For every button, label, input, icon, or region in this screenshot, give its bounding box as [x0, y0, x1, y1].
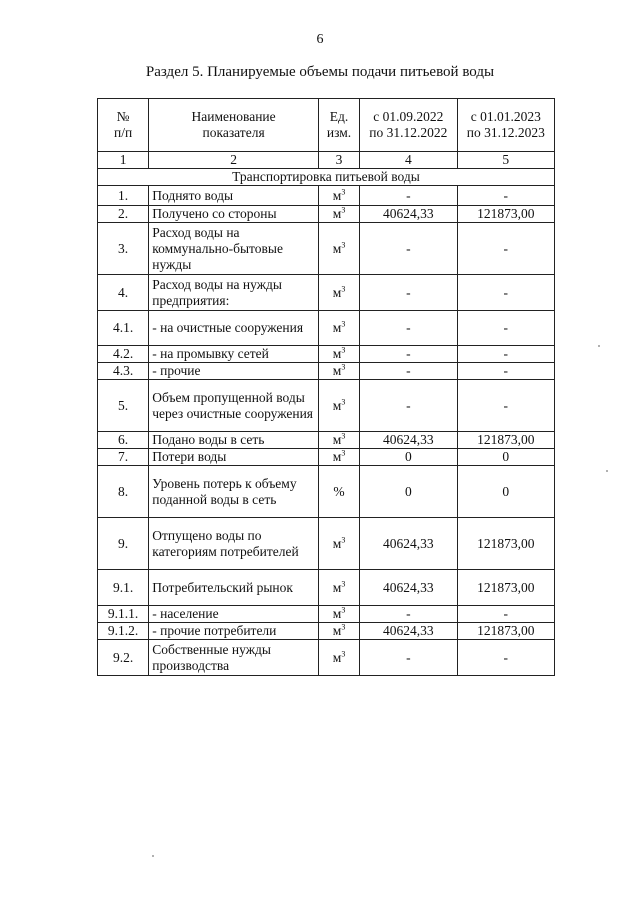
unit-exponent: 3	[341, 187, 346, 196]
row-unit	[318, 623, 359, 640]
row-indicator-name: Собственные нужды производства	[149, 640, 319, 676]
row-number: 4.	[98, 275, 149, 311]
row-indicator-name: - прочие потребители	[149, 623, 319, 640]
unit-exponent: 3	[341, 448, 346, 458]
table-body	[98, 152, 555, 676]
row-value-period-1: 40624,33	[360, 570, 457, 606]
row-number: 2.	[98, 206, 149, 223]
row-number: 3.	[98, 223, 149, 275]
row-value-period-2: -	[457, 380, 554, 432]
row-value-period-2: -	[457, 311, 554, 346]
row-unit	[318, 363, 359, 380]
table-row	[98, 346, 555, 363]
row-number: 9.1.	[98, 570, 149, 606]
table-row	[98, 186, 555, 206]
section-row	[98, 169, 555, 186]
row-value-period-1: 40624,33	[360, 432, 457, 449]
row-indicator-name: - прочие	[149, 363, 319, 380]
scan-speck	[598, 345, 600, 347]
row-indicator-name: - на очистные сооружения	[149, 311, 319, 346]
header-period-1-line1: с 01.09.2022	[373, 109, 444, 124]
unit-base: м	[332, 649, 342, 665]
row-value-period-2: 0	[457, 449, 554, 466]
row-value-period-2: -	[457, 223, 554, 275]
row-unit	[318, 206, 359, 223]
unit-base: м	[332, 449, 342, 464]
header-unit	[318, 99, 359, 152]
row-value-period-2: -	[457, 640, 554, 676]
column-number: 2	[149, 152, 319, 169]
unit-base: м	[332, 363, 342, 378]
row-value-period-2: 121873,00	[457, 518, 554, 570]
row-value-period-2: 0	[457, 466, 554, 518]
header-unit-line1: Ед.	[329, 109, 349, 124]
row-value-period-1: -	[360, 606, 457, 623]
unit-exponent: 3	[341, 649, 346, 658]
row-number: 6.	[98, 432, 149, 449]
row-value-period-1: -	[360, 275, 457, 311]
unit-base: м	[332, 284, 342, 300]
row-indicator-name: Поднято воды	[149, 186, 319, 206]
column-number: 4	[360, 152, 457, 169]
header-period-1-line2: по 31.12.2022	[369, 125, 448, 140]
row-indicator-name: Потери воды	[149, 449, 319, 466]
row-value-period-2: 121873,00	[457, 623, 554, 640]
row-indicator-name: Расход воды на нужды предприятия:	[149, 275, 319, 311]
row-unit	[318, 570, 359, 606]
row-indicator-name: Получено со стороны	[149, 206, 319, 223]
row-value-period-1: -	[360, 223, 457, 275]
scan-speck	[152, 855, 154, 857]
row-value-period-2: -	[457, 363, 554, 380]
column-number: 3	[318, 152, 359, 169]
row-unit	[318, 606, 359, 623]
section-title: Раздел 5. Планируемые объемы подачи питьевой воды	[145, 64, 495, 80]
header-name	[149, 99, 319, 152]
row-value-period-1: 40624,33	[360, 518, 457, 570]
row-value-period-1: -	[360, 346, 457, 363]
header-period-2-line1: с 01.01.2023	[470, 109, 541, 124]
row-unit	[318, 186, 359, 206]
unit-exponent: 3	[341, 345, 346, 355]
unit-exponent: 3	[341, 535, 346, 544]
unit-exponent: 3	[341, 205, 346, 215]
column-number: 5	[457, 152, 554, 169]
row-indicator-name: Объем пропущенной воды через очистные сооружения	[149, 380, 319, 432]
table-row	[98, 311, 555, 346]
table-row	[98, 466, 555, 518]
unit-exponent: 3	[341, 622, 346, 632]
row-unit	[318, 432, 359, 449]
header-period-2	[457, 99, 554, 152]
table-row	[98, 518, 555, 570]
row-unit: %	[318, 466, 359, 518]
row-unit	[318, 449, 359, 466]
row-indicator-name: Уровень потерь к объему поданной воды в сеть	[149, 466, 319, 518]
table-row	[98, 449, 555, 466]
table-row	[98, 206, 555, 223]
header-name-line1: Наименование	[191, 109, 276, 124]
header-name-line2: показателя	[202, 125, 265, 140]
unit-base: м	[332, 187, 342, 203]
table-row	[98, 275, 555, 311]
row-unit	[318, 380, 359, 432]
unit-base: м	[332, 432, 342, 447]
row-indicator-name: Расход воды на коммунально-бытовые нужды	[149, 223, 319, 275]
unit-base: м	[332, 606, 342, 621]
unit-exponent: 3	[341, 605, 346, 615]
water-volumes-table	[97, 98, 555, 676]
row-unit	[318, 640, 359, 676]
row-unit	[318, 346, 359, 363]
unit-exponent: 3	[341, 284, 346, 293]
unit-exponent: 3	[341, 579, 346, 588]
row-value-period-2: -	[457, 275, 554, 311]
unit-exponent: 3	[341, 362, 346, 372]
unit-base: м	[332, 206, 342, 221]
column-number-row	[98, 152, 555, 169]
row-unit	[318, 518, 359, 570]
row-value-period-1: 0	[360, 449, 457, 466]
header-period-1	[360, 99, 457, 152]
row-indicator-name: Подано воды в сеть	[149, 432, 319, 449]
row-number: 4.3.	[98, 363, 149, 380]
row-value-period-1: -	[360, 380, 457, 432]
row-number: 9.1.2.	[98, 623, 149, 640]
unit-base: м	[332, 623, 342, 638]
header-period-2-line2: по 31.12.2023	[466, 125, 545, 140]
unit-base: м	[332, 320, 342, 335]
row-unit	[318, 275, 359, 311]
row-value-period-1: -	[360, 311, 457, 346]
row-value-period-1: 40624,33	[360, 623, 457, 640]
unit-base: м	[332, 535, 342, 551]
column-number: 1	[98, 152, 149, 169]
unit-exponent: 3	[341, 319, 346, 329]
header-num-line1: №	[116, 109, 130, 124]
row-value-period-1: 0	[360, 466, 457, 518]
row-value-period-2: 121873,00	[457, 206, 554, 223]
table-row	[98, 223, 555, 275]
unit-base: м	[332, 397, 342, 413]
row-indicator-name: Потребительский рынок	[149, 570, 319, 606]
page-number: 6	[316, 32, 324, 47]
unit-exponent: 3	[341, 240, 346, 249]
header-num-line2: п/п	[114, 125, 133, 140]
row-number: 4.2.	[98, 346, 149, 363]
row-value-period-2: -	[457, 346, 554, 363]
row-number: 1.	[98, 186, 149, 206]
row-unit	[318, 311, 359, 346]
unit-base: м	[332, 240, 342, 256]
table-row	[98, 640, 555, 676]
table-row	[98, 432, 555, 449]
table-row	[98, 623, 555, 640]
row-number: 9.1.1.	[98, 606, 149, 623]
row-value-period-2: -	[457, 606, 554, 623]
header-unit-line2: изм.	[326, 125, 352, 140]
row-value-period-1: -	[360, 363, 457, 380]
table-row	[98, 363, 555, 380]
row-indicator-name: Отпущено воды по категориям потребителей	[149, 518, 319, 570]
row-value-period-2: -	[457, 186, 554, 206]
row-number: 9.2.	[98, 640, 149, 676]
header-num	[98, 99, 149, 152]
row-number: 7.	[98, 449, 149, 466]
scan-speck	[606, 470, 608, 472]
row-value-period-2: 121873,00	[457, 432, 554, 449]
row-value-period-1: -	[360, 186, 457, 206]
row-indicator-name: - на промывку сетей	[149, 346, 319, 363]
row-number: 4.1.	[98, 311, 149, 346]
table-header	[98, 99, 555, 152]
section-title-cell: Транспортировка питьевой воды	[98, 169, 555, 186]
row-number: 5.	[98, 380, 149, 432]
row-value-period-1: 40624,33	[360, 206, 457, 223]
unit-exponent: 3	[341, 397, 346, 406]
table-row	[98, 570, 555, 606]
unit-base: м	[332, 346, 342, 361]
row-value-period-2: 121873,00	[457, 570, 554, 606]
row-number: 9.	[98, 518, 149, 570]
row-number: 8.	[98, 466, 149, 518]
row-indicator-name: - население	[149, 606, 319, 623]
row-unit	[318, 223, 359, 275]
row-value-period-1: -	[360, 640, 457, 676]
table-row	[98, 606, 555, 623]
unit-exponent: 3	[341, 431, 346, 441]
unit-base: м	[332, 579, 342, 595]
table-row	[98, 380, 555, 432]
